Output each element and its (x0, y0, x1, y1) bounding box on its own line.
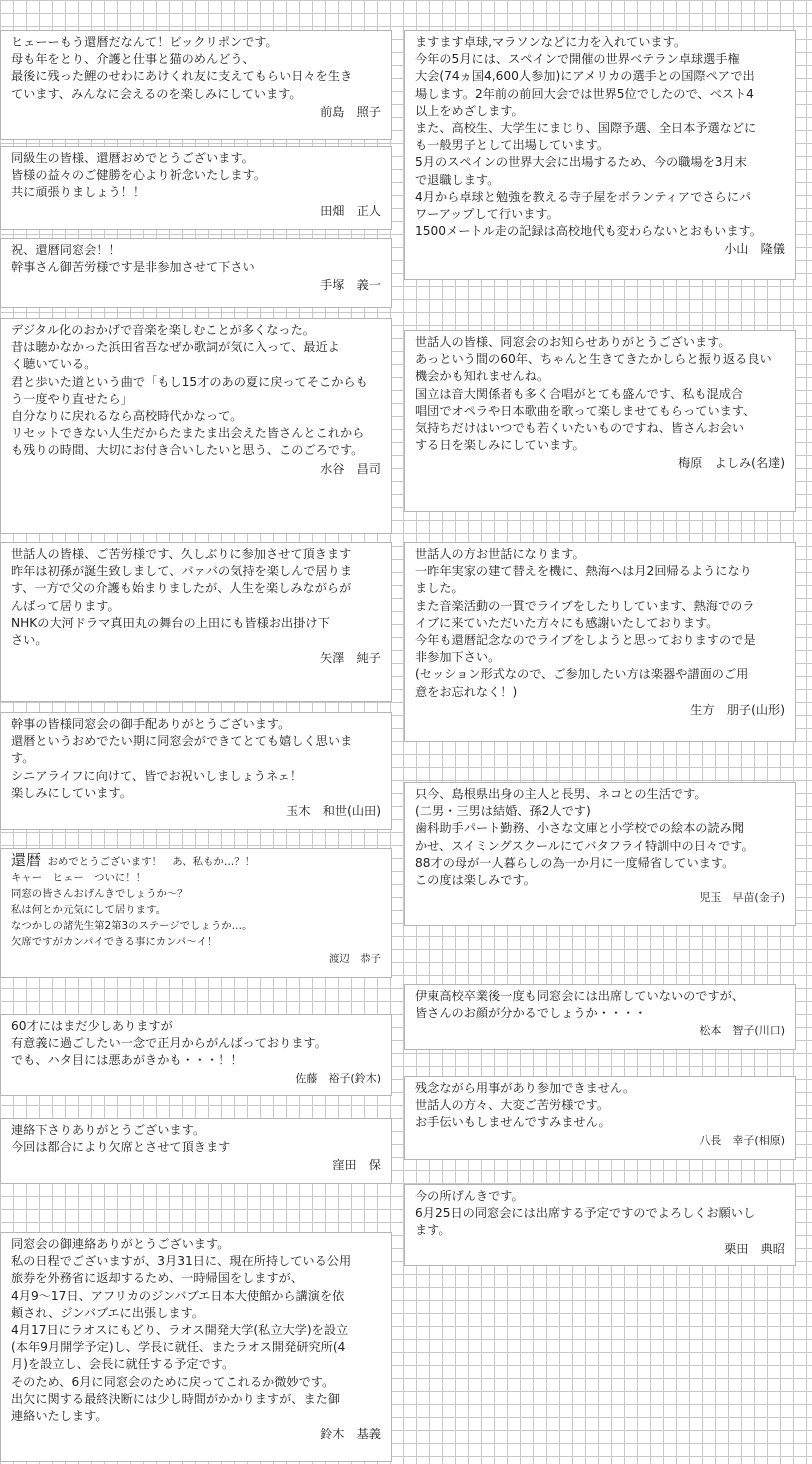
message-line: 君と歩いた道という曲で「もし15才のあの夏に戻ってそこからも (11, 374, 368, 389)
message-line: さい。 (11, 633, 48, 648)
message-line: 共に頑張りましょう！！ (11, 185, 146, 200)
message-line: シニアライフに向けて、皆でお祝いしましょうネェ！ (11, 768, 303, 783)
message-signature: 手塚 義一 (320, 278, 381, 293)
message-line: キャー ヒェー ついに！！ (11, 872, 147, 884)
message-signature: 矢澤 純子 (320, 651, 381, 666)
message-line: 以上をめざします。 (415, 103, 524, 118)
message-signature: 小山 隆儀 (724, 242, 785, 257)
message-line-text: おめでとうございます！ あ、私もか…？！ (47, 856, 256, 868)
message-card (404, 542, 796, 742)
message-line: す。 (11, 751, 35, 766)
message-line: 世話人の皆様、ご苦労様です、久しぶりに参加させて頂きます (11, 547, 352, 561)
message-card (404, 984, 796, 1050)
message-line: 今回は都合により欠席とさせて頂きます (11, 1140, 231, 1155)
message-signature: 鈴木 基義 (320, 1427, 381, 1442)
message-line: 私の日程でございますが、3月31日に、現在所持している公用 (11, 1254, 352, 1269)
message-line: そのため、6月に同窓会のために戻ってこれるか微妙です。 (11, 1374, 335, 1389)
message-line: 4月17日にラオスにもどり、ラオス開発大学(私立大学)を設立 (11, 1323, 349, 1338)
message-signature: 窪田 保 (332, 1158, 381, 1173)
message-line: 国立は音大関係者も多く合唱がとても盛んです、私も混成合 (415, 386, 744, 401)
message-line: リセットできない人生だからたまたま出会えた皆さんとこれから (11, 426, 365, 441)
message-line: 旅券を外務省に返却するため、一時帰国をしますが、 (11, 1271, 304, 1286)
message-line: 今の所げんきです。 (415, 1189, 524, 1203)
message-line: (セッション形式なので、ご参加したい方は楽器や譜面のご用 (415, 667, 749, 682)
message-signature: 栗田 典昭 (724, 1241, 785, 1256)
message-signature: 八長 幸子(相原) (699, 1133, 785, 1147)
message-line: ワーアップして行います。 (415, 207, 559, 222)
message-line: 非参加下さい。 (415, 650, 501, 665)
message-line: この度は楽しみです。 (415, 873, 536, 888)
message-line: (本年9月開学予定)し、学長に就任、またラオス開発研究所(4 (11, 1340, 346, 1355)
message-line: 伊東高校卒業後一度も同窓会には出席していないのですが、 (415, 989, 745, 1003)
message-line: また、高校生、大学生にまじり、国際予選、全日本予選などに (415, 121, 757, 136)
message-line: また音楽活動の一貫でライブをしたりしています、熱海でのラ (415, 598, 755, 613)
message-line: 世話人の皆様、同窓会のお知らせありがとうございます。 (415, 335, 731, 349)
message-line: 只今、島根県出身の主人と長男、ネコとの生活です。 (415, 787, 707, 801)
message-card (0, 146, 392, 230)
message-line: 月)を設立し、会長に就任する予定です。 (11, 1357, 235, 1372)
message-line: 出欠に関する最終決断には少し時間がかかりますが、また御 (11, 1391, 341, 1406)
message-line: 4月から卓球と勉強を教える寺子屋をボランティアでさらにパ (415, 189, 752, 204)
message-card (0, 30, 392, 140)
message-line: NHKの大河ドラマ真田丸の舞台の上田にも皆様お出掛け下 (11, 615, 330, 630)
message-card (0, 238, 392, 308)
message-line: 有意義に過ごしたい一念で正月からがんばっております。 (11, 1036, 327, 1051)
message-line: 1500メートル走の記録は高校地代も変わらないとおもいます。 (415, 224, 762, 239)
message-line (11, 852, 383, 870)
message-line: 5月のスペインの世界大会に出場するため、今の職場を3月末 (415, 155, 747, 170)
message-line: デジタル化のおかげで音楽を楽しむことが多くなった。 (11, 323, 315, 337)
message-signature: 水谷 昌司 (320, 461, 381, 476)
message-line: 私は何とか元気にして居ります。 (11, 904, 167, 916)
message-card (0, 1014, 392, 1096)
message-signature: 梅原 よしみ(名達) (677, 456, 785, 471)
message-card (404, 330, 796, 512)
message-line: う一度やり直せたら」 (11, 391, 133, 406)
message-line: 世話人の方々、大変ご苦労様です。 (415, 1098, 610, 1113)
message-line: 皆様の益々のご健勝を心より祈念いたします。 (11, 168, 266, 183)
message-line: 88才の母が一人暮らしの為一か月に一度帰省しています。 (415, 855, 735, 870)
message-signature: 生方 朋子(山形) (690, 702, 785, 717)
message-line: 幹事の皆様同窓会の御手配ありがとうございます。 (11, 717, 291, 731)
message-card (404, 782, 796, 926)
message-signature: 児玉 早苗(金子) (699, 891, 785, 905)
message-line: 最後に残った鯉のせわにあけくれ友に支えてもらい日々を生き (11, 69, 353, 84)
message-line: 世話人の方お世話になります。 (415, 547, 585, 561)
message-line: 頼され、ジンバブエに出張します。 (11, 1305, 204, 1320)
message-card (0, 848, 392, 978)
message-line: ています、みんなに会えるのを楽しみにしています。 (11, 86, 302, 101)
message-line: でも、ハタ目には悪あがきかも・・・！！ (11, 1053, 243, 1068)
message-line: んばって居ります。 (11, 598, 120, 613)
message-lead: 還暦 (11, 851, 42, 869)
message-signature: 渡辺 恭子 (329, 953, 381, 965)
message-line: あっという間の60年、ちゃんと生きてきたかしらと振り返る良い (415, 352, 772, 367)
message-line: 母も年をとり、介護と仕事と猫のめんどう、 (11, 52, 255, 67)
message-line: 同窓会の御連絡ありがとうございます。 (11, 1237, 230, 1251)
message-line: で退職します。 (415, 172, 500, 187)
message-line: 気持ちだけはいつでも若くいたいものですね、皆さんお会い (415, 421, 745, 436)
message-line: く聴いている。 (11, 357, 97, 372)
message-line: 6月25日の同窓会には出席する予定ですのでよろしくお願いし (415, 1206, 756, 1221)
message-card (404, 1076, 796, 1160)
message-line: 還暦というおめでたい期に同窓会ができてとても嬉しく思いま (11, 734, 353, 749)
message-line: 同級生の皆様、還暦おめでとうございます。 (11, 151, 254, 165)
message-line: 残念ながら用事があり参加できません。 (415, 1081, 636, 1095)
message-line: 今年も還暦記念なのでライブをしようと思っておりますので是 (415, 633, 756, 648)
message-line: (二男・三男は結婚、孫2人です) (415, 804, 591, 819)
message-line: 連絡下さりありがとうございます。 (11, 1123, 206, 1137)
message-line: する日を楽しみにしています。 (415, 438, 585, 453)
message-line: 意をお忘れなく！) (415, 684, 518, 699)
message-signature: 佐藤 裕子(鈴木) (295, 1071, 381, 1085)
message-signature: 松本 智子(川口) (699, 1024, 785, 1038)
message-line: 大会(74ヵ国4,600人参加)にアメリカの選手との国際ペアで出 (415, 69, 755, 84)
message-line: 今年の5月には、スペインで開催の世界ベテラン卓球選手権 (415, 52, 740, 67)
message-line: ますます卓球,マラソンなどに力を入れています。 (415, 35, 687, 49)
message-card (0, 542, 392, 702)
message-line: 欠席ですがカンパイできる事にカンパ～イ！ (11, 936, 218, 948)
message-line: 60才にはまだ少しありますが (11, 1019, 173, 1033)
message-line: 場します。2年前の前回大会では世界5位でしたので、ベスト4 (415, 86, 754, 101)
message-line: ました。 (415, 581, 464, 596)
message-line: す、一方で父の介護も始まりましたが、人生を楽しみながらが (11, 581, 352, 596)
message-line: 自分なりに戻れるなら高校時代かなって。 (11, 409, 243, 424)
message-line: ヒェーーもう還暦だなんて！ビックリポンです。 (11, 35, 278, 49)
message-card (0, 712, 392, 830)
message-line: 楽しみにしています。 (11, 785, 132, 800)
message-line: も残りの時間、大切にお付き合いしたいと思う、このごろです。 (11, 443, 364, 458)
message-line: 歯科助手パート勤務、小さな文庫と小学校での絵本の読み聞 (415, 821, 745, 836)
message-line: かせ、スイミングスクールにてバタフライ特訓中の日々です。 (415, 838, 754, 853)
message-line: 連絡いたします。 (11, 1409, 108, 1424)
message-line: 4月9～17日、アフリカのジンバブエ日本大使館から講演を依 (11, 1288, 345, 1303)
message-line: イブに来ていただいた方々にも感謝いたしております。 (415, 615, 719, 630)
message-line: 幹事さん御苦労様です是非参加させて下さい (11, 260, 255, 275)
message-line: なつかしの諸先生第2第3のステージでしょうか…。 (11, 920, 253, 932)
message-line: 皆さんのお顔が分かるでしょうか・・・・ (415, 1006, 647, 1021)
message-line: 唱団でオペラや日本歌曲を歌って楽しませてもらっています、 (415, 403, 756, 418)
message-line: 昔は聴かなかった浜田省吾なぜか歌詞が気に入って、最近よ (11, 340, 340, 355)
message-card (404, 1184, 796, 1266)
message-signature: 前島 照子 (320, 104, 381, 119)
message-line: 一昨年実家の建て替えを機に、熱海へは月2回帰るようになり (415, 564, 752, 579)
message-line: 祝、還暦同窓会！！ (11, 243, 121, 257)
message-line: 昨年は初孫が誕生致しまして、バァバの気持を楽しんで居りま (11, 564, 353, 579)
message-signature: 田畑 正人 (320, 203, 381, 218)
message-card (404, 30, 796, 280)
message-card (0, 318, 392, 534)
message-line: ます。 (415, 1223, 451, 1238)
message-signature: 玉木 和世(山田) (286, 804, 381, 819)
message-card (0, 1232, 392, 1462)
message-line: 機会かも知れませんね。 (415, 369, 550, 384)
message-line: お手伝いもしませんですみません。 (415, 1115, 611, 1130)
message-card (0, 1118, 392, 1184)
message-line: も一般男子として出場しています。 (415, 138, 610, 153)
message-line: 同窓の皆さんおげんきでしょうか～？ (11, 888, 188, 900)
